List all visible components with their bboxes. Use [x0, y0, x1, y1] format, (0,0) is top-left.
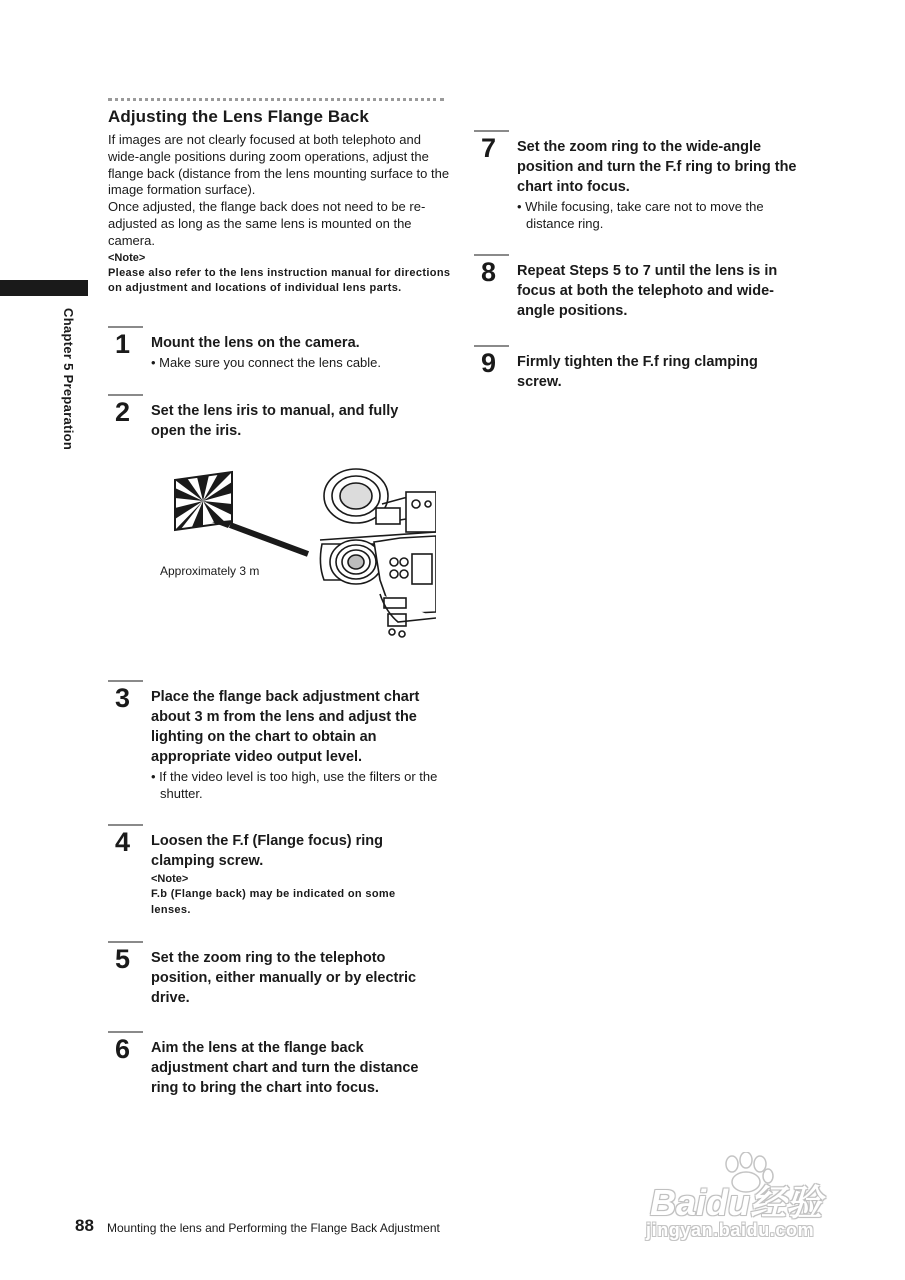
step-body	[517, 261, 802, 321]
step-bullet: • If the video level is too high, use the filters or the shutter.	[151, 769, 438, 801]
step-number: 5	[115, 944, 131, 974]
note-text: Please also refer to the lens instruction manual for directions on adjustment and locations of individual lens parts.	[108, 266, 451, 295]
section-title: Adjusting the Lens Flange Back	[108, 107, 369, 126]
step-heading: Set the zoom ring to the wide-angle position and turn the F.f ring to bring the chart into focus.	[517, 139, 797, 195]
footer-title: Mounting the lens and Performing the Flange Back Adjustment	[107, 1221, 440, 1235]
step-heading: Loosen the F.f (Flange focus) ring clamping screw.	[151, 833, 383, 869]
step-body	[151, 1038, 443, 1098]
step-bullet: • Make sure you connect the lens cable.	[151, 355, 382, 370]
step-heading: Firmly tighten the F.f ring clamping screw.	[517, 354, 758, 390]
intro-block	[108, 132, 453, 297]
step-body	[151, 401, 426, 441]
step-note-text: F.b (Flange back) may be indicated on some lenses.	[151, 888, 396, 916]
step-number: 1	[115, 329, 131, 359]
step-rule	[108, 680, 143, 682]
step-heading: Place the flange back adjustment chart about 3 m from the lens and adjust the lighting on the chart to obtain an appropriate video output level.	[151, 689, 420, 765]
camera-drawing	[320, 469, 436, 642]
step-heading: Repeat Steps 5 to 7 until the lens is in focus at both the telephoto and wide-angle positions.	[517, 263, 778, 319]
step-bullet: • While focusing, take care not to move the distance ring.	[517, 199, 764, 231]
chapter-label: Chapter 5 Preparation	[61, 308, 76, 451]
step-note-label: <Note>	[151, 873, 189, 885]
step-number: 3	[115, 683, 131, 713]
step-heading: Aim the lens at the flange back adjustment chart and turn the distance ring to bring the chart into focus.	[151, 1040, 419, 1096]
step-heading: Mount the lens on the camera.	[151, 335, 360, 351]
step-rule	[474, 345, 509, 347]
figure-caption: Approximately 3 m	[160, 564, 260, 578]
step-body	[517, 137, 797, 232]
step-rule	[108, 941, 143, 943]
chapter-tab-bar	[0, 280, 88, 296]
step-rule	[474, 130, 509, 132]
step-number: 4	[115, 827, 131, 857]
step-number: 2	[115, 397, 131, 427]
step-heading: Set the lens iris to manual, and fully open the iris.	[151, 403, 399, 439]
watermark-url: jingyan.baidu.com	[646, 1220, 815, 1240]
distance-arrow	[212, 520, 308, 554]
step-heading: Set the zoom ring to the telephoto position, either manually or by electric drive.	[151, 950, 417, 1006]
step-body	[151, 333, 443, 371]
step-body	[151, 687, 443, 802]
step-number: 7	[481, 133, 497, 163]
step-rule	[108, 824, 143, 826]
step-number: 8	[481, 257, 497, 287]
step-rule	[474, 254, 509, 256]
page-number: 88	[75, 1216, 94, 1235]
note-label: <Note>	[108, 251, 146, 264]
intro-paragraph-2: Once adjusted, the flange back does not need to be re-adjusted as long as the same lens is mounted on the camera.	[108, 199, 426, 248]
step-body	[517, 352, 787, 392]
flange-back-illustration	[160, 462, 436, 646]
step-body	[151, 831, 421, 918]
step-body	[151, 948, 443, 1008]
step-rule	[108, 326, 143, 328]
intro-paragraph-1: If images are not clearly focused at both telephoto and wide-angle positions during zoom operations, adjust the flange back (distance from the lens mounting surface to the image formation surface).	[108, 132, 450, 198]
step-rule	[108, 1031, 143, 1033]
watermark-brand: Baidu经验	[650, 1182, 823, 1223]
step-rule	[108, 394, 143, 396]
step-number: 9	[481, 348, 497, 378]
section-divider	[108, 98, 444, 101]
step-number: 6	[115, 1034, 131, 1064]
